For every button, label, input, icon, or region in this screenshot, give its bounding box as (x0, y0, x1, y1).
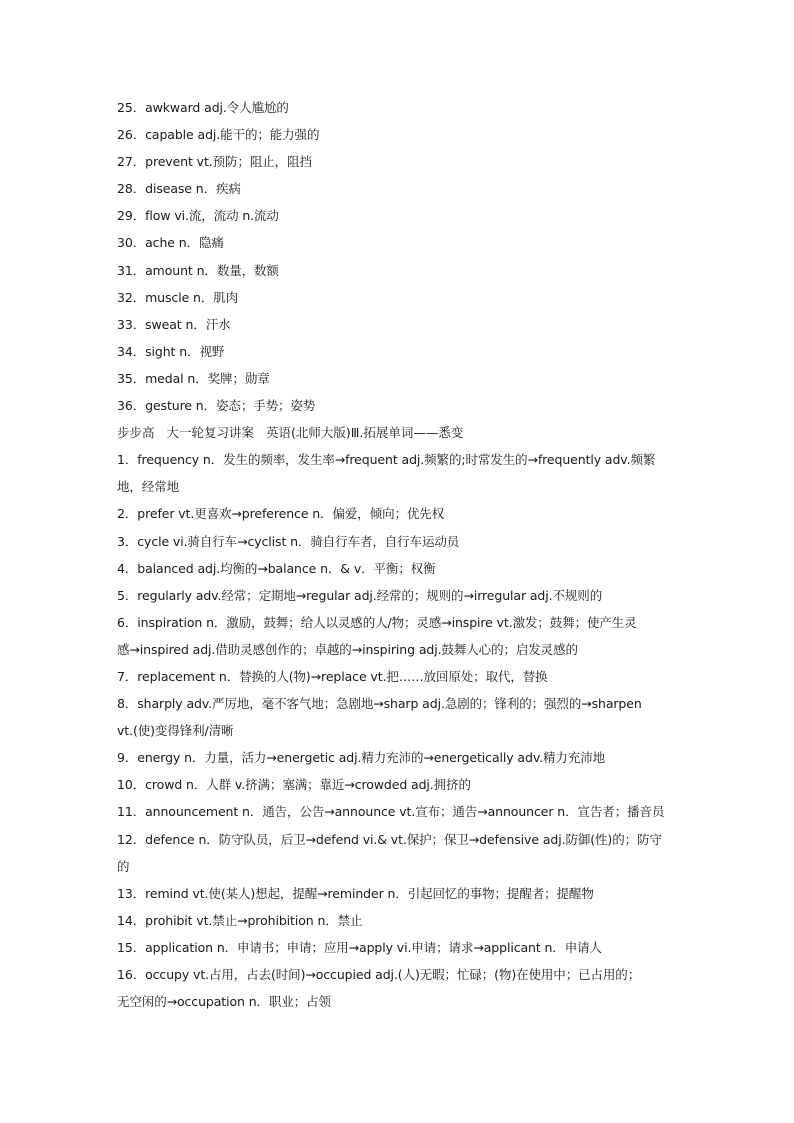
vocab-item: 2．prefer vt.更喜欢→preference n．偏爱，倾向；优先权 (117, 506, 445, 522)
vocab-item-continuation: vt.(使)变得锋利/清晰 (117, 723, 234, 739)
vocab-item: 25．awkward adj.令人尴尬的 (117, 100, 289, 115)
vocab-item: 30．ache n．隐痛 (117, 235, 224, 251)
vocab-item: 12．defence n．防守队员，后卫→defend vi.& vt.保护；保卫→defensive adj.防御(性)的；防守 (117, 831, 662, 847)
vocab-item: 32．muscle n．肌肉 (117, 289, 239, 305)
document-page (117, 94, 682, 1015)
vocab-item-continuation: 感→inspired adj.借助灵感创作的；卓越的→inspiring adj.鼓舞人心的；启发灵感的 (117, 641, 578, 657)
vocab-item: 29．flow vi.流，流动 n.流动 (117, 208, 279, 224)
vocab-item: 15．application n．申请书；申请；应用→apply vi.申请；请求→applicant n．申请人 (117, 939, 602, 955)
vocab-item: 3．cycle vi.骑自行车→cyclist n．骑自行车者，自行车运动员 (117, 533, 460, 549)
vocabulary-list-part2 (117, 446, 682, 1015)
header-section: 英语(北师大版)Ⅲ.拓展单词——悉变 (266, 425, 464, 441)
vocab-item: 35．medal n．奖牌；勋章 (117, 370, 270, 386)
vocab-item: 6．inspiration n．激励，鼓舞；给人以灵感的人/物；灵感→inspire vt.激发；鼓舞；使产生灵 (117, 614, 637, 630)
header-brand: 步步高 (117, 425, 155, 441)
vocab-item: 8．sharply adv.严厉地，毫不客气地；急剧地→sharp adj.急剧的；锋利的；强烈的→sharpen (117, 696, 642, 712)
vocab-item-continuation: 的 (117, 858, 130, 874)
vocab-item-continuation: 无空闲的→occupation n．职业；占领 (117, 994, 331, 1010)
vocab-item: 28．disease n．疾病 (117, 181, 241, 197)
vocab-item: 11．announcement n．通告，公告→announce vt.宣布；通告→announcer n．宣告者；播音员 (117, 804, 665, 820)
vocab-item: 1．frequency n．发生的频率，发生率→frequent adj.频繁的;时常发生的→frequently adv.频繁 (117, 452, 656, 468)
vocab-item-continuation: 地，经常地 (117, 479, 180, 495)
vocab-item: 36．gesture n．姿态；手势；姿势 (117, 398, 316, 414)
vocab-item: 33．sweat n．汗水 (117, 316, 231, 332)
vocab-item: 7．replacement n．替换的人(物)→replace vt.把……放回原处；取代，替换 (117, 668, 548, 684)
section-header (117, 419, 682, 446)
vocab-item: 14．prohibit vt.禁止→prohibition n．禁止 (117, 912, 363, 928)
vocab-item: 26．capable adj.能干的；能力强的 (117, 127, 320, 143)
vocab-item: 5．regularly adv.经常；定期地→regular adj.经常的；规则的→irregular adj.不规则的 (117, 587, 603, 603)
vocab-item: 13．remind vt.使(某人)想起，提醒→reminder n．引起回忆的事物；提醒者；提醒物 (117, 885, 594, 901)
vocab-item: 34．sight n．视野 (117, 343, 225, 359)
vocabulary-list-part1 (117, 94, 682, 419)
vocab-item: 31．amount n．数量，数额 (117, 262, 279, 278)
vocab-item: 16．occupy vt.占用，占去(时间)→occupied adj.(人)无暇；忙碌；(物)在使用中；已占用的； (117, 967, 641, 982)
header-book: 大一轮复习讲案 (166, 425, 255, 441)
vocab-item: 4．balanced adj.均衡的→balance n．& v．平衡；权衡 (117, 560, 436, 576)
vocab-item: 10．crowd n．人群 v.挤满；塞满；靠近→crowded adj.拥挤的 (117, 777, 471, 793)
vocab-item: 9．energy n．力量，活力→energetic adj.精力充沛的→energetically adv.精力充沛地 (117, 750, 606, 766)
vocab-item: 27．prevent vt.预防；阻止，阻挡 (117, 154, 312, 170)
